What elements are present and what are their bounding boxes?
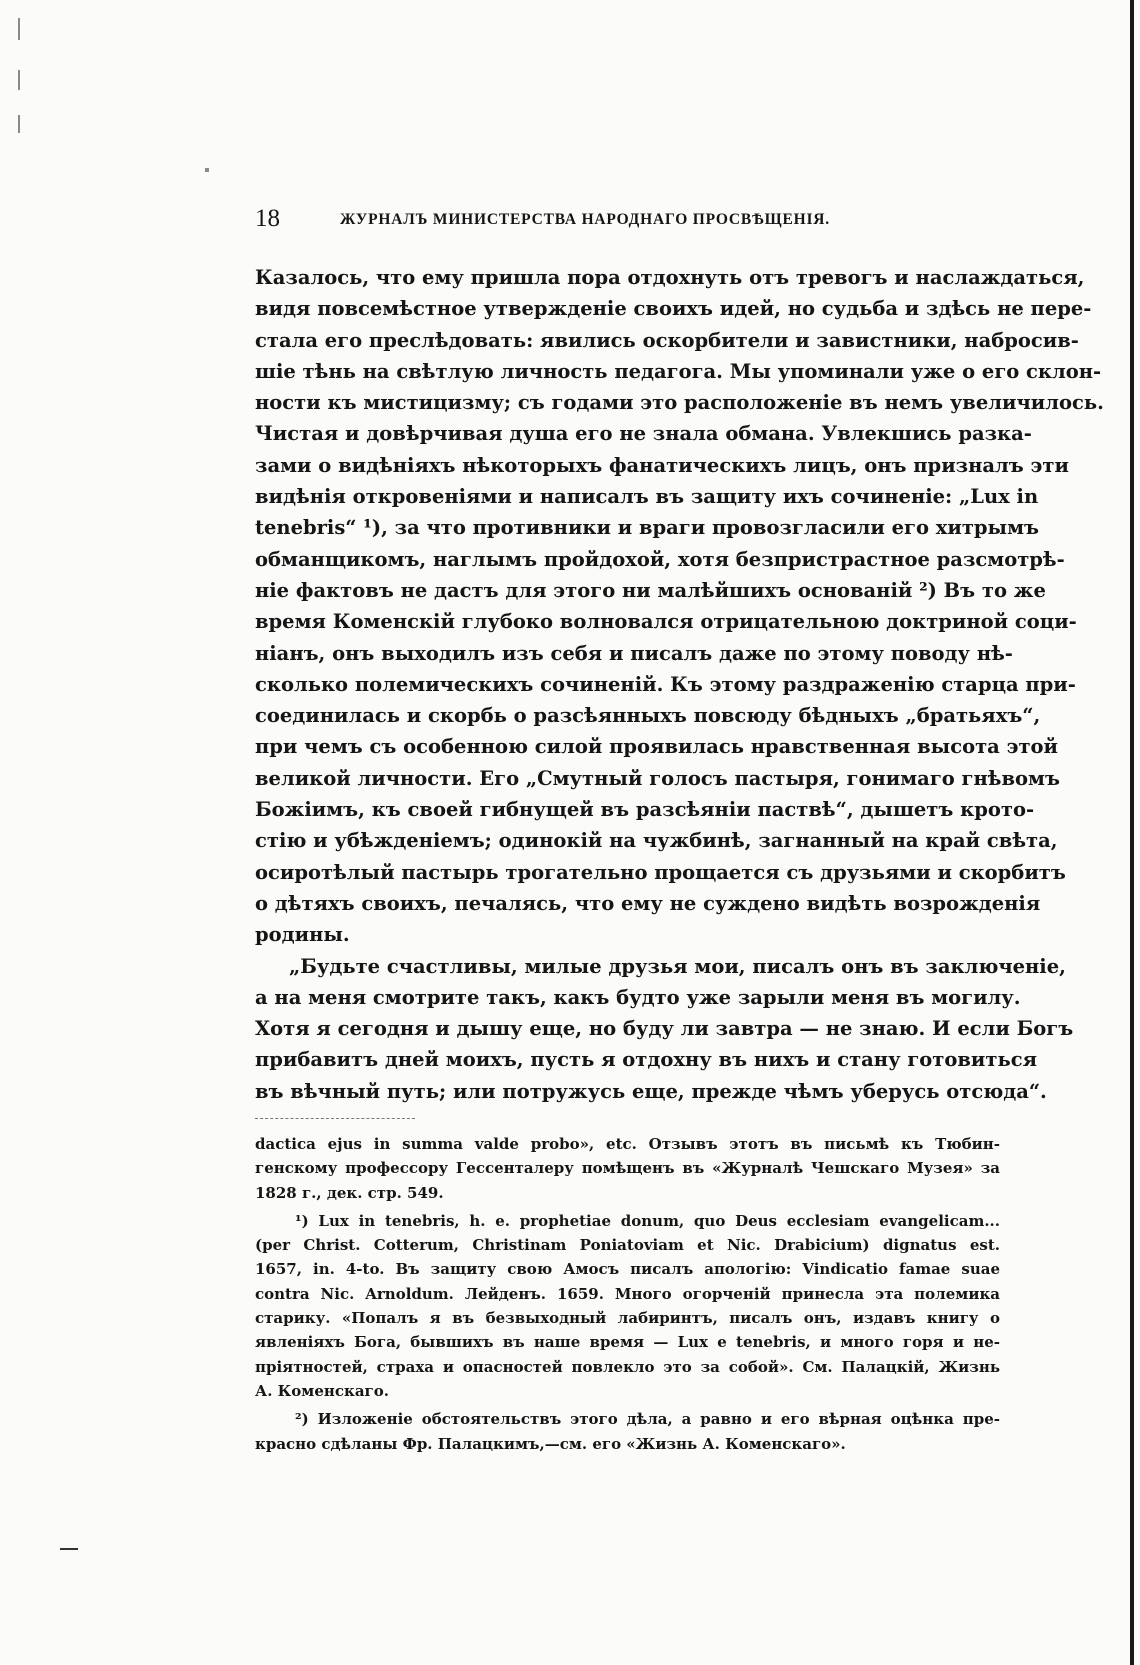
footnote-separator bbox=[255, 1118, 415, 1119]
text-line: Божіимъ, къ своей гибнущей въ разсѣяніи паствѣ“, дышетъ крото- bbox=[255, 798, 1035, 822]
page-header bbox=[255, 205, 955, 245]
footnote-line: А. Коменскаго. bbox=[255, 1381, 389, 1400]
page-number: 18 bbox=[255, 205, 280, 232]
quote-line: прибавитъ дней моихъ, пусть я отдохну въ нихъ и стану готовиться bbox=[255, 1048, 1037, 1072]
text-line: видя повсемѣстное утвержденіе своихъ идей, но судьба и здѣсь не пере- bbox=[255, 297, 1092, 321]
quote-line: „Будьте счастливы, милые друзья мои, писалъ онъ въ заключеніе, bbox=[289, 954, 1066, 978]
footnote-line: ²) Изложеніе обстоятельствъ этого дѣла, а равно и его вѣрная оцѣнка пре- bbox=[295, 1410, 1000, 1429]
text-line: ности къ мистицизму; съ годами это расположеніе въ немъ увеличилось. bbox=[255, 391, 1104, 415]
text-line: tenebris“ ¹), за что противники и враги провозгласили его хитрымъ bbox=[255, 516, 1039, 540]
footnote-line: dactica ejus in summa valde probo», etc. Отзывъ этотъ въ письмѣ къ Тюбин- bbox=[255, 1135, 1000, 1153]
text-line: обманщикомъ, наглымъ пройдохой, хотя безпристрастное разсмотрѣ- bbox=[255, 547, 1065, 571]
text-line: ніанъ, онъ выходилъ изъ себя и писалъ даже по этому поводу нѣ- bbox=[255, 641, 1013, 665]
text-line: ніе фактовъ не дастъ для этого ни малѣйшихъ основаній ²) Въ то же bbox=[255, 578, 1046, 602]
footnote-line: (per Christ. Cotterum, Christinam Poniatoviam et Nic. Drabicium) dignatus est. bbox=[255, 1236, 1000, 1255]
footnote-line: ¹) Lux in tenebris, h. e. prophetiae donum, quo Deus ecclesiam evangelicam... bbox=[295, 1211, 1000, 1230]
main-text bbox=[255, 262, 1104, 1107]
scan-mark bbox=[18, 115, 20, 133]
quote-line: въ вѣчный путь; или потружусь еще, прежде чѣмъ уберусь отсюда“. bbox=[255, 1079, 1047, 1103]
footnote-line: 1657, in. 4-to. Въ защиту свою Амосъ писалъ апологію: Vindicatio famae suae bbox=[255, 1260, 1000, 1279]
text-line: зами о видѣніяхъ нѣкоторыхъ фанатическихъ лицъ, онъ призналъ эти bbox=[255, 453, 1069, 477]
quote-line: а на меня смотрите такъ, какъ будто уже зарыли меня въ могилу. bbox=[255, 985, 1021, 1009]
text-line: шіе тѣнь на свѣтлую личность педагога. Мы упоминали уже о его склон- bbox=[255, 359, 1102, 383]
text-line: Казалось, что ему пришла пора отдохнуть отъ тревогъ и наслаждаться, bbox=[255, 266, 1085, 289]
running-title: ЖУРНАЛЪ МИНИСТЕРСТВА НАРОДНАГО ПРОСВѢЩЕНІЯ. bbox=[340, 211, 830, 228]
text-line: осиротѣлый пастырь трогательно прощается съ друзьями и скорбитъ bbox=[255, 860, 1066, 884]
footnote-line: пріятностей, страха и опасностей повлекло это за собой». См. Палацкій, Жизнь bbox=[255, 1357, 1000, 1376]
text-line: при чемъ съ особенною силой проявилась нравственная высота этой bbox=[255, 735, 1059, 759]
scan-mark bbox=[18, 18, 20, 40]
text-line: время Коменскій глубоко волновался отрицательною доктриной соци- bbox=[255, 610, 1077, 634]
text-line: о дѣтяхъ своихъ, печалясь, что ему не суждено видѣть возрожденія bbox=[255, 891, 1041, 915]
footnotes bbox=[255, 1132, 1000, 1456]
scan-mark bbox=[60, 1548, 78, 1550]
footnote-line: contra Nic. Arnoldum. Лейденъ. 1659. Много огорченій принесла эта полемика bbox=[255, 1284, 1000, 1303]
text-line: великой личности. Его „Смутный голосъ пастыря, гонимаго гнѣвомъ bbox=[255, 766, 1060, 790]
text-line: стала его преслѣдовать: явились оскорбители и завистники, набросив- bbox=[255, 328, 1079, 352]
text-line: соединилась и скорбь о разсѣянныхъ повсюду бѣдныхъ „братьяхъ“, bbox=[255, 704, 1041, 728]
footnote-line: 1828 г., дек. стр. 549. bbox=[255, 1183, 444, 1202]
footnote-line: красно сдѣланы Фр. Палацкимъ,—см. его «Жизнь А. Коменскаго». bbox=[255, 1434, 846, 1453]
footnote-line: старику. «Попалъ я въ безвыходный лабиринтъ, писалъ онъ, издавъ книгу о bbox=[255, 1309, 1000, 1328]
quote-line: Хотя я сегодня и дышу еще, но буду ли завтра — не знаю. И если Богъ bbox=[255, 1017, 1074, 1041]
text-line: стію и убѣжденіемъ; одинокій на чужбинѣ, загнанный на край свѣта, bbox=[255, 829, 1058, 853]
text-line: видѣнія откровеніями и написалъ въ защиту ихъ сочиненіе: „Lux in bbox=[255, 485, 1039, 509]
text-line: Чистая и довѣрчивая душа его не знала обмана. Увлекшись разка- bbox=[255, 422, 1032, 446]
scan-mark bbox=[205, 168, 209, 172]
scan-mark bbox=[18, 70, 20, 90]
page-edge-rule bbox=[1130, 0, 1134, 1665]
text-line: родины. bbox=[255, 923, 350, 947]
footnote-line: явленіяхъ Бога, бывшихъ въ наше время — Lux e tenebris, и много горя и не- bbox=[255, 1333, 1000, 1352]
footnote-line: генскому профессору Гессенталеру помѣщенъ въ «Журналѣ Чешскаго Музея» за bbox=[255, 1159, 1000, 1178]
text-line: сколько полемическихъ сочиненій. Къ этому раздраженію старца при- bbox=[255, 672, 1076, 696]
